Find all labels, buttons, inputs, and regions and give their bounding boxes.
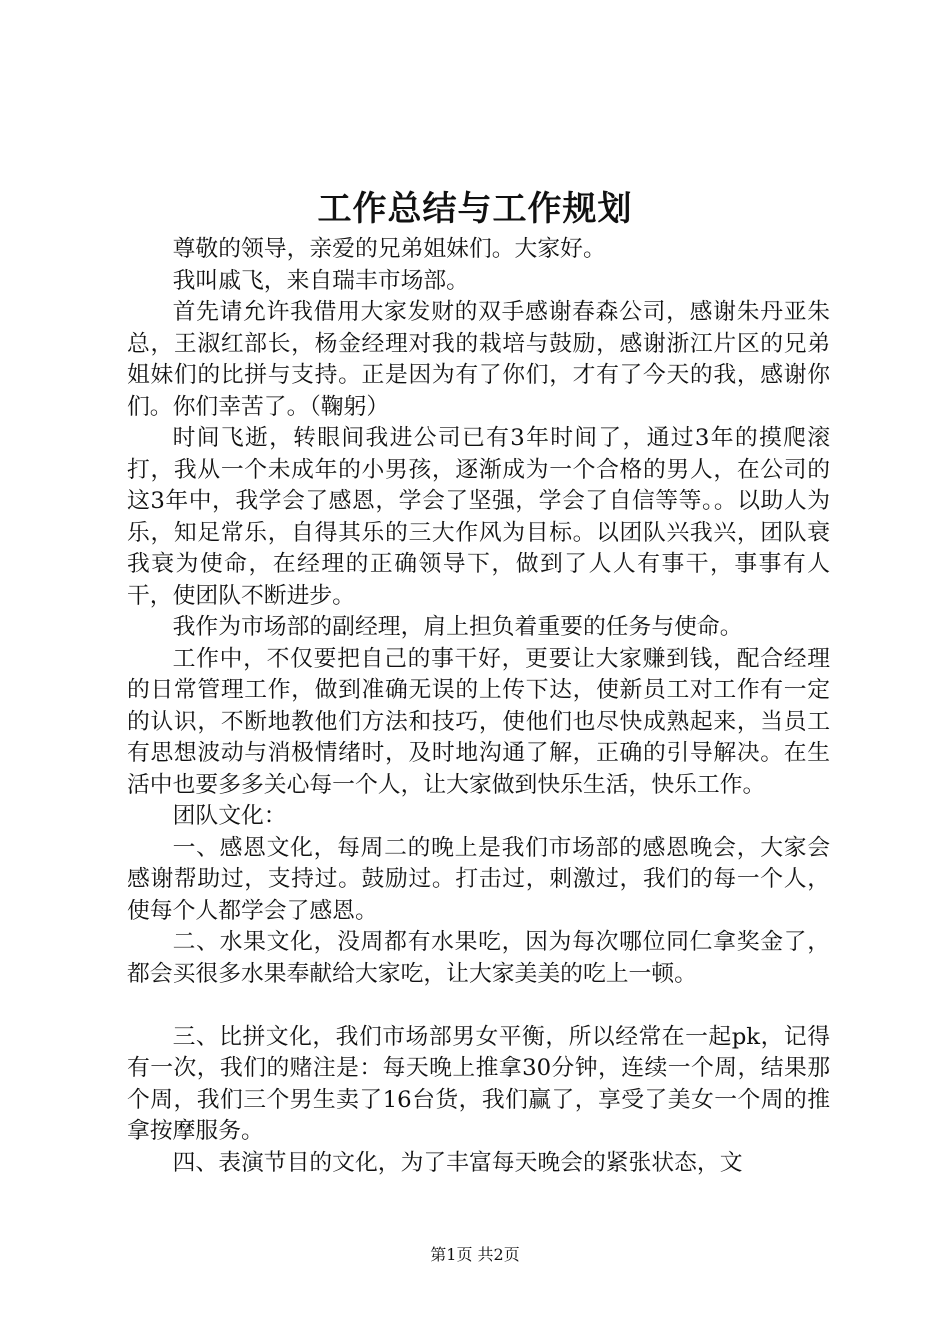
paragraph-role: 我作为市场部的副经理，肩上担负着重要的任务与使命。 bbox=[172, 614, 743, 640]
paragraph-spacer bbox=[127, 990, 830, 1022]
document-title: 工作总结与工作规划 bbox=[317, 189, 633, 229]
page-footer: 第1页 共2页 bbox=[430, 1245, 520, 1264]
paragraph-greeting: 尊敬的领导，亲爱的兄弟姐妹们。大家好。 bbox=[172, 236, 606, 262]
paragraph-work: 工作中，不仅要把自己的事干好，更要让大家赚到钱，配合经理的日常管理工作，做到准确无误的上传下达，使新员工对工作有一定的认识，不断地教他们方法和技巧，使他们也尽快成熟起来，当员工有思想波动与消极情绪时，及时地沟通了解，正确的引导解决。在生活中也要多多关心每一个人，让大家做到快乐生活，快乐工作。 bbox=[127, 645, 830, 798]
paragraph-culture-competition: 三、比拼文化，我们市场部男女平衡，所以经常在一起pk，记得有一次，我们的赌注是：每天晚上推拿30分钟，连续一个周，结果那个周，我们三个男生卖了16台货，我们赢了，享受了美女一个周的推拿按摩服务。 bbox=[127, 1023, 830, 1144]
paragraph-thanks: 首先请允许我借用大家发财的双手感谢春森公司，感谢朱丹亚朱总，王淑红部长，杨金经理对我的栽培与鼓励，感谢浙江片区的兄弟姐妹们的比拼与支持。正是因为有了你们，才有了今天的我，感谢你们。你们幸苦了。（鞠躬） bbox=[127, 299, 830, 420]
paragraph-growth: 时间飞逝，转眼间我进公司已有3年时间了，通过3年的摸爬滚打，我从一个未成年的小男孩，逐渐成为一个合格的男人，在公司的这3年中，我学会了感恩，学会了坚强，学会了自信等等。。以助人为乐，知足常乐，自得其乐的三大作风为目标。以团队兴我兴，团队衰我衰为使命，在经理的正确领导下，做到了人人有事干，事事有人干，使团队不断进步。 bbox=[127, 425, 830, 609]
paragraph-introduction: 我叫戚飞，来自瑞丰市场部。 bbox=[172, 267, 469, 294]
paragraph-culture-heading: 团队文化： bbox=[172, 803, 287, 829]
paragraph-culture-gratitude: 一、感恩文化，每周二的晚上是我们市场部的感恩晚会，大家会感谢帮助过，支持过。鼓励过。打击过，刺激过，我们的每一个人，使每个人都学会了感恩。 bbox=[127, 834, 830, 924]
paragraph-culture-fruit: 二、水果文化，没周都有水果吃，因为每次哪位同仁拿奖金了，都会买很多水果奉献给大家吃，让大家美美的吃上一顿。 bbox=[127, 929, 830, 987]
document-body bbox=[127, 234, 830, 1179]
paragraph-culture-performance: 四、表演节目的文化，为了丰富每天晚会的紧张状态，文 bbox=[172, 1149, 743, 1176]
